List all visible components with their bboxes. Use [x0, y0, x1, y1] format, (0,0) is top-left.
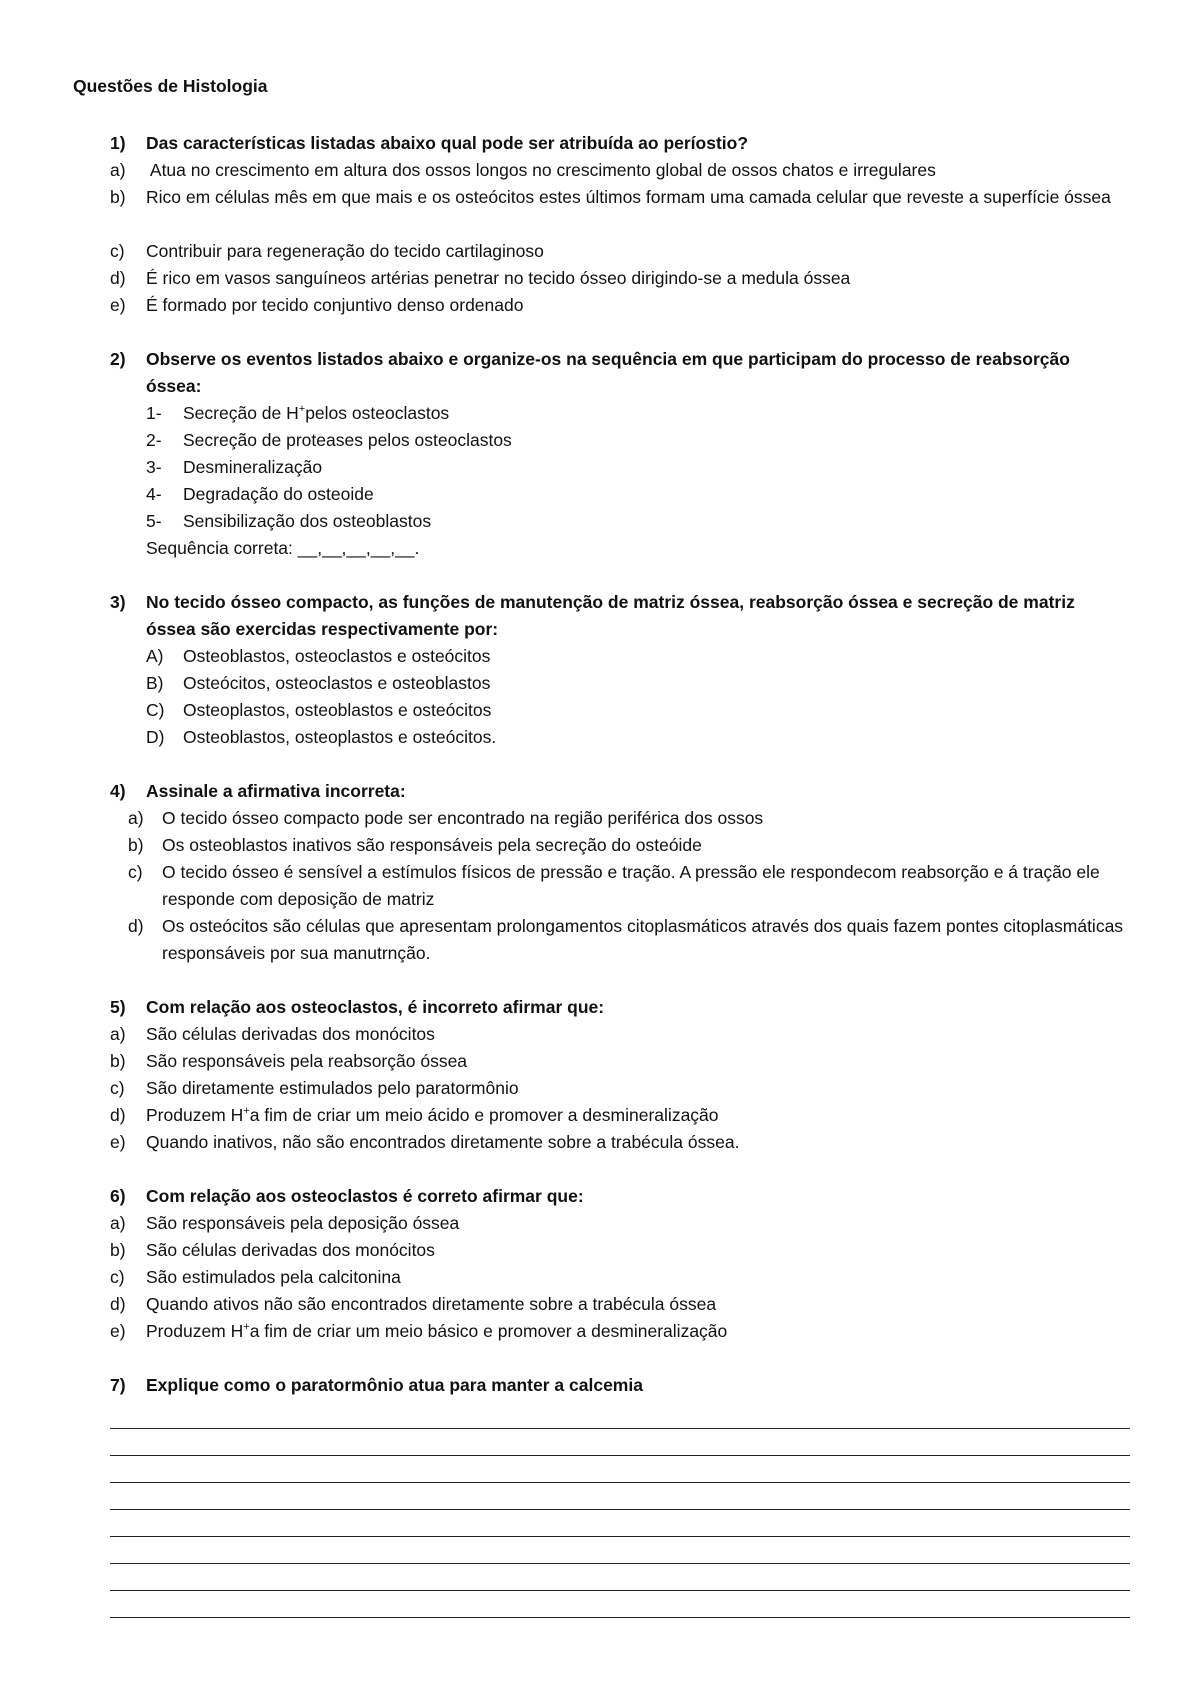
q5-option-a-text: São células derivadas dos monócitos: [146, 1024, 435, 1044]
question-2-text: Observe os eventos listados abaixo e organize-os na sequência em que participam do processo de reabsorção óssea:: [146, 349, 1070, 396]
question-5-text: Com relação aos osteoclastos, é incorreto afirmar que:: [146, 997, 605, 1017]
question-6-number: 6): [110, 1186, 126, 1206]
q1-option-c-text: Contribuir para regeneração do tecido cartilaginoso: [146, 241, 544, 261]
q2-item-4-text: Degradação do osteoide: [183, 484, 374, 504]
q5-option-b-label: b): [110, 1051, 126, 1071]
q1-option-b-text: Rico em células mês em que mais e os osteócitos estes últimos formam uma camada celular que reveste a superfície óssea: [146, 187, 1111, 207]
q6-option-e-label: e): [110, 1321, 126, 1341]
answer-line[interactable]: [110, 1536, 1130, 1537]
q2-item-3-text: Desmineralização: [183, 457, 323, 477]
q1-option-a-label: a): [110, 160, 126, 180]
q1-option-e-text: É formado por tecido conjuntivo denso ordenado: [146, 295, 524, 315]
q2-item-2-label: 2-: [146, 430, 162, 450]
q2-item-3-label: 3-: [146, 457, 162, 477]
q3-option-b-text: Osteócitos, osteoclastos e osteoblastos: [183, 673, 491, 693]
question-6-text: Com relação aos osteoclastos é correto afirmar que:: [146, 1186, 584, 1206]
question-3-text: No tecido ósseo compacto, as funções de manutenção de matriz óssea, reabsorção óssea e secreção de matriz óssea são exercidas respectivamente por:: [146, 592, 1075, 639]
q1-option-d-text: É rico em vasos sanguíneos artérias penetrar no tecido ósseo dirigindo-se a medula óssea: [146, 268, 851, 288]
q5-option-d-label: d): [110, 1105, 126, 1125]
q5-option-c-label: c): [110, 1078, 125, 1098]
answer-line[interactable]: [110, 1563, 1130, 1564]
answer-line[interactable]: [110, 1482, 1130, 1483]
q3-option-a-text: Osteoblastos, osteoclastos e osteócitos: [183, 646, 491, 666]
q5-option-b-text: São responsáveis pela reabsorção óssea: [146, 1051, 468, 1071]
q6-option-c-text: São estimulados pela calcitonina: [146, 1267, 401, 1287]
q4-option-a-text: O tecido ósseo compacto pode ser encontrado na região periférica dos ossos: [162, 808, 764, 828]
question-7-text: Explique como o paratormônio atua para manter a calcemia: [146, 1375, 643, 1395]
question-4-text: Assinale a afirmativa incorreta:: [146, 781, 406, 801]
q4-option-d-text: Os osteócitos são células que apresentam prolongamentos citoplasmáticos através dos quais fazem pontes citoplasmáticas responsáveis por sua manutrnção.: [162, 916, 1124, 963]
q3-option-a-label: A): [146, 646, 164, 666]
q1-option-c-label: c): [110, 241, 125, 261]
q1-option-e-label: e): [110, 295, 126, 315]
q4-option-c-label: c): [128, 862, 143, 882]
q5-option-e-label: e): [110, 1132, 126, 1152]
question-5-number: 5): [110, 997, 126, 1017]
answer-line[interactable]: [110, 1617, 1130, 1618]
q2-item-5-text: Sensibilização dos osteoblastos: [183, 511, 432, 531]
q5-option-d-text: Produzem H+a fim de criar um meio ácido e promover a desmineralização: [146, 1105, 719, 1125]
q3-option-d-label: D): [146, 727, 165, 747]
q2-item-4-label: 4-: [146, 484, 162, 504]
q1-option-d-label: d): [110, 268, 126, 288]
question-7-number: 7): [110, 1375, 126, 1395]
q6-option-b-text: São células derivadas dos monócitos: [146, 1240, 435, 1260]
question-4-number: 4): [110, 781, 126, 801]
question-1-text: Das características listadas abaixo qual pode ser atribuída ao períostio?: [146, 133, 749, 153]
q6-option-a-label: a): [110, 1213, 126, 1233]
q3-option-c-text: Osteoplastos, osteoblastos e osteócitos: [183, 700, 492, 720]
q4-option-c-text: O tecido ósseo é sensível a estímulos físicos de pressão e tração. A pressão ele respondecom reabsorção e á tração ele responde com deposição de matriz: [162, 862, 1100, 909]
q6-option-b-label: b): [110, 1240, 126, 1260]
q2-item-5-label: 5-: [146, 511, 162, 531]
answer-line[interactable]: [110, 1428, 1130, 1429]
q6-option-d-label: d): [110, 1294, 126, 1314]
answer-line[interactable]: [110, 1509, 1130, 1510]
q1-option-b-label: b): [110, 187, 126, 207]
q4-option-a-label: a): [128, 808, 144, 828]
q4-option-b-label: b): [128, 835, 144, 855]
answer-line[interactable]: [110, 1590, 1130, 1591]
q3-option-b-label: B): [146, 673, 164, 693]
q2-item-1-text: Secreção de H+pelos osteoclastos: [183, 403, 450, 423]
q3-option-d-text: Osteoblastos, osteoplastos e osteócitos.: [183, 727, 497, 747]
q4-option-b-text: Os osteoblastos inativos são responsáveis pela secreção do osteóide: [162, 835, 702, 855]
q5-option-a-label: a): [110, 1024, 126, 1044]
q4-option-d-label: d): [128, 916, 144, 936]
q6-option-e-text: Produzem H+a fim de criar um meio básico e promover a desmineralização: [146, 1321, 728, 1341]
q1-option-a-text: Atua no crescimento em altura dos ossos longos no crescimento global de ossos chatos e irregulares: [146, 160, 936, 180]
q6-option-a-text: São responsáveis pela deposição óssea: [146, 1213, 460, 1233]
q5-option-e-text: Quando inativos, não são encontrados diretamente sobre a trabécula óssea.: [146, 1132, 740, 1152]
q5-option-c-text: São diretamente estimulados pelo paratormônio: [146, 1078, 519, 1098]
question-2-number: 2): [110, 349, 126, 369]
q2-item-1-label: 1-: [146, 403, 162, 423]
document-title: Questões de Histologia: [73, 76, 268, 96]
q2-item-2-text: Secreção de proteases pelos osteoclastos: [183, 430, 512, 450]
question-1-number: 1): [110, 133, 126, 153]
q3-option-c-label: C): [146, 700, 165, 720]
q6-option-d-text: Quando ativos não são encontrados diretamente sobre a trabécula óssea: [146, 1294, 717, 1314]
answer-line[interactable]: [110, 1455, 1130, 1456]
q2-sequence-answer[interactable]: Sequência correta: __,__,__,__,__.: [146, 538, 420, 558]
question-3-number: 3): [110, 592, 126, 612]
q6-option-c-label: c): [110, 1267, 125, 1287]
